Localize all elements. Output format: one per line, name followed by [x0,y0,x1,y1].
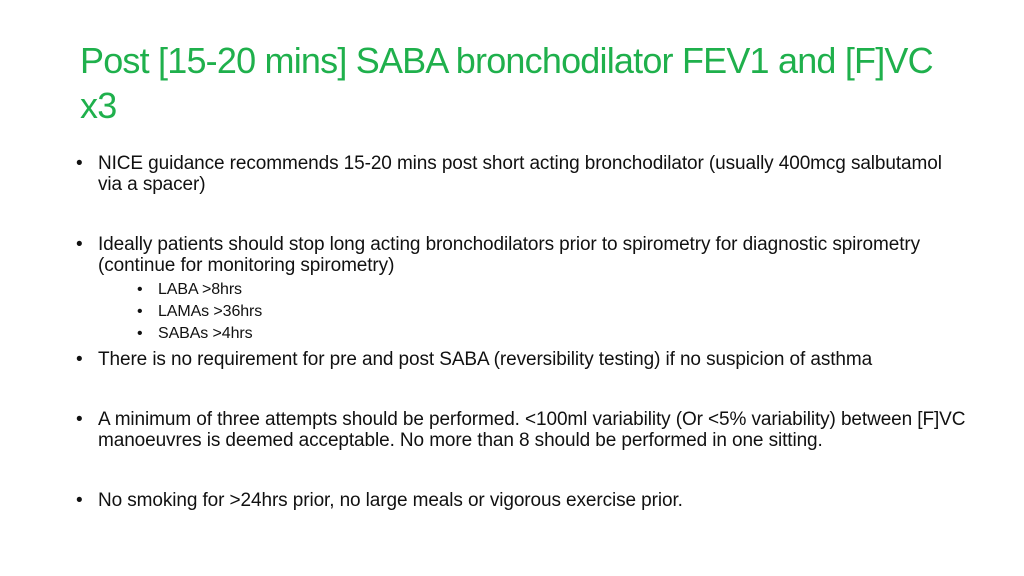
slide-title: Post [15-20 mins] SABA bronchodilator FEV1 and [F]VC x3 [80,40,933,126]
bullet-text: Ideally patients should stop long acting bronchodilators prior to spirometry for diagnostic spirometry (continue for monitoring spirometry) [98,234,920,276]
bullet-text: There is no requirement for pre and post SABA (reversibility testing) if no suspicion of asthma [98,349,873,370]
sub-bullet-text: SABAs >4hrs [158,325,253,342]
bullet-marker: • [137,325,143,342]
bullet-item [76,153,966,195]
bullet-marker: • [76,409,83,430]
sub-bullet-list [98,279,966,345]
bullet-item [76,490,966,511]
bullet-marker: • [76,153,83,174]
bullet-marker: • [137,281,143,298]
bullet-item [76,409,966,451]
bullet-text: No smoking for >24hrs prior, no large meals or vigorous exercise prior. [98,490,683,511]
bullet-marker: • [137,303,143,320]
sub-bullet-item [98,279,966,301]
bullet-item [76,349,966,370]
bullet-marker: • [76,349,83,370]
bullet-marker: • [76,490,83,511]
sub-bullet-item [98,301,966,323]
sub-bullet-text: LAMAs >36hrs [158,303,263,320]
bullet-text: NICE guidance recommends 15-20 mins post short acting bronchodilator (usually 400mcg salbutamol via a spacer) [98,153,942,195]
bullet-marker: • [76,234,83,255]
bullet-list [76,153,966,511]
bullet-text: A minimum of three attempts should be performed. <100ml variability (Or <5% variability) between [F]VC manoeuvres is deemed acceptable. No more than 8 should be performed in one sitting. [98,409,966,451]
bullet-item [76,234,966,345]
sub-bullet-text: LABA >8hrs [158,281,242,298]
sub-bullet-item [98,323,966,345]
